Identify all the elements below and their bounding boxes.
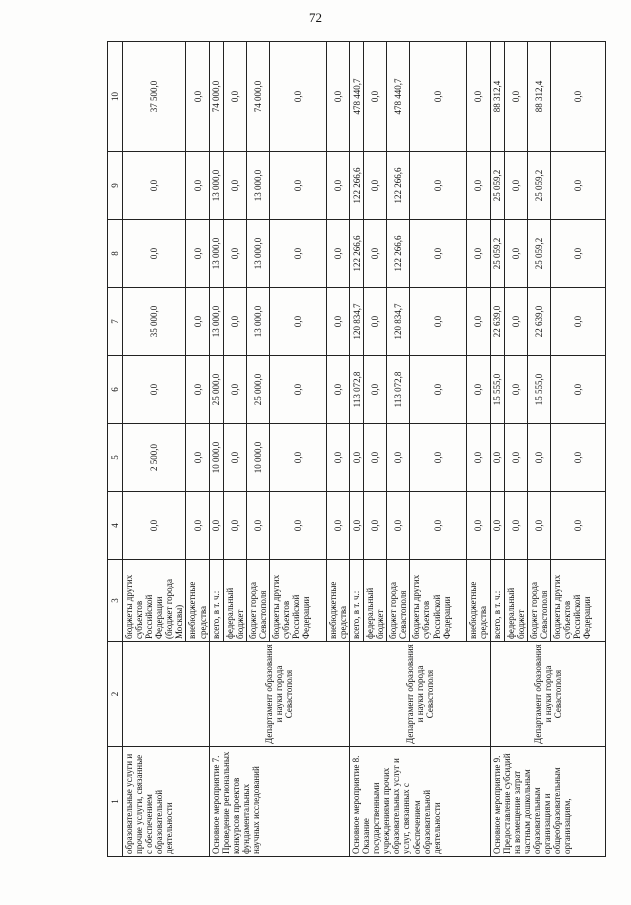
- header-cell: 1: [108, 747, 123, 857]
- amount-cell: 113 072,8: [350, 356, 364, 424]
- amount-cell: 478 440,7: [350, 42, 364, 152]
- measure-name: Основное мероприятие 9. Предоставление субсидий на возмещение затрат частным дошкольным образовательным организациям и общеобразовательным организациям,: [490, 747, 605, 857]
- amount-cell: 10 000,0: [246, 424, 269, 492]
- amount-cell: 0,0: [269, 220, 326, 288]
- amount-cell: 0,0: [410, 152, 467, 220]
- amount-cell: 0,0: [467, 288, 490, 356]
- amount-cell: 0,0: [123, 492, 186, 560]
- amount-cell: 0,0: [186, 42, 209, 152]
- amount-cell: 0,0: [504, 220, 527, 288]
- amount-cell: 37 500,0: [123, 42, 186, 152]
- amount-cell: 0,0: [223, 492, 246, 560]
- funding-source: всего, в т. ч.:: [490, 560, 504, 642]
- amount-cell: 0,0: [326, 220, 349, 288]
- amount-cell: 25 059,2: [490, 220, 504, 288]
- amount-cell: 0,0: [467, 42, 490, 152]
- amount-cell: 0,0: [123, 220, 186, 288]
- funding-source: федеральный бюджет: [364, 560, 387, 642]
- funding-source: бюджеты других субъектов Российской Федерации: [410, 560, 467, 642]
- amount-cell: 15 555,0: [527, 356, 550, 424]
- funding-source: всего, в т. ч.:: [209, 560, 223, 642]
- amount-cell: 0,0: [364, 288, 387, 356]
- budget-table: [107, 41, 606, 857]
- amount-cell: 0,0: [223, 424, 246, 492]
- header-cell: 6: [108, 356, 123, 424]
- amount-cell: 88 312,4: [490, 42, 504, 152]
- amount-cell: 120 834,7: [387, 288, 410, 356]
- amount-cell: 478 440,7: [387, 42, 410, 152]
- amount-cell: 0,0: [410, 492, 467, 560]
- amount-cell: 0,0: [326, 288, 349, 356]
- amount-cell: 10 000,0: [209, 424, 223, 492]
- funding-source: внебюджетные средства: [467, 560, 490, 642]
- amount-cell: 0,0: [550, 42, 605, 152]
- amount-cell: 0,0: [550, 356, 605, 424]
- header-row: [108, 42, 123, 857]
- amount-cell: 0,0: [186, 492, 209, 560]
- amount-cell: 0,0: [269, 152, 326, 220]
- header-cell: 10: [108, 42, 123, 152]
- amount-cell: 0,0: [364, 152, 387, 220]
- amount-cell: 0,0: [504, 424, 527, 492]
- header-cell: 5: [108, 424, 123, 492]
- measure-name: образовательные услуги и прочие услуги, связанные с обеспечением образовательной деятельности: [123, 747, 210, 857]
- measure-name: Основное мероприятие 7. Проведение региональных конкурсов проектов фундаментальных научных исследований: [209, 747, 349, 857]
- responsible-executor: Департамент образования и науки города Севастополя: [209, 642, 349, 747]
- table-row: [350, 42, 364, 857]
- amount-cell: 0,0: [223, 42, 246, 152]
- amount-cell: 0,0: [269, 288, 326, 356]
- amount-cell: 25 000,0: [246, 356, 269, 424]
- amount-cell: 0,0: [326, 152, 349, 220]
- amount-cell: 13 000,0: [209, 220, 223, 288]
- amount-cell: 0,0: [550, 152, 605, 220]
- amount-cell: 0,0: [269, 42, 326, 152]
- header-cell: 9: [108, 152, 123, 220]
- amount-cell: 0,0: [550, 288, 605, 356]
- amount-cell: 0,0: [364, 424, 387, 492]
- amount-cell: 0,0: [364, 492, 387, 560]
- amount-cell: 0,0: [223, 152, 246, 220]
- amount-cell: 25 059,2: [490, 152, 504, 220]
- amount-cell: 0,0: [350, 424, 364, 492]
- amount-cell: 22 639,0: [490, 288, 504, 356]
- amount-cell: 0,0: [467, 220, 490, 288]
- amount-cell: 0,0: [209, 492, 223, 560]
- amount-cell: 0,0: [504, 152, 527, 220]
- funding-source: бюджет города Севастополя: [246, 560, 269, 642]
- funding-source: федеральный бюджет: [504, 560, 527, 642]
- responsible-executor: Департамент образования и науки города Севастополя: [490, 642, 605, 747]
- amount-cell: 0,0: [364, 356, 387, 424]
- amount-cell: 122 266,6: [350, 220, 364, 288]
- table-row: [490, 42, 504, 857]
- amount-cell: 0,0: [490, 424, 504, 492]
- amount-cell: 22 639,0: [527, 288, 550, 356]
- amount-cell: 0,0: [527, 492, 550, 560]
- amount-cell: 2 500,0: [123, 424, 186, 492]
- amount-cell: 0,0: [186, 356, 209, 424]
- amount-cell: 0,0: [387, 424, 410, 492]
- amount-cell: 13 000,0: [246, 152, 269, 220]
- amount-cell: 15 555,0: [490, 356, 504, 424]
- funding-source: бюджет города Севастополя: [387, 560, 410, 642]
- table-row: [123, 42, 186, 857]
- amount-cell: 25 059,2: [527, 152, 550, 220]
- amount-cell: 113 072,8: [387, 356, 410, 424]
- header-cell: 4: [108, 492, 123, 560]
- funding-source: бюджет города Севастополя: [527, 560, 550, 642]
- amount-cell: 0,0: [467, 356, 490, 424]
- amount-cell: 25 059,2: [527, 220, 550, 288]
- amount-cell: 0,0: [550, 424, 605, 492]
- amount-cell: 0,0: [550, 492, 605, 560]
- amount-cell: 0,0: [364, 220, 387, 288]
- amount-cell: 0,0: [269, 356, 326, 424]
- amount-cell: 0,0: [410, 42, 467, 152]
- amount-cell: 35 000,0: [123, 288, 186, 356]
- amount-cell: 0,0: [410, 424, 467, 492]
- amount-cell: 74 000,0: [246, 42, 269, 152]
- header-cell: 2: [108, 642, 123, 747]
- amount-cell: 0,0: [246, 492, 269, 560]
- amount-cell: 0,0: [467, 492, 490, 560]
- funding-source: бюджеты других субъектов Российской Федерации: [550, 560, 605, 642]
- amount-cell: 0,0: [186, 220, 209, 288]
- amount-cell: 0,0: [504, 42, 527, 152]
- funding-source: всего, в т. ч.:: [350, 560, 364, 642]
- amount-cell: 0,0: [410, 356, 467, 424]
- amount-cell: 74 000,0: [209, 42, 223, 152]
- amount-cell: 122 266,6: [387, 220, 410, 288]
- page-number: 72: [309, 10, 322, 25]
- funding-source: внебюджетные средства: [186, 560, 209, 642]
- responsible-executor: Департамент образования и науки города Севастополя: [350, 642, 490, 747]
- amount-cell: 0,0: [186, 288, 209, 356]
- header-cell: 3: [108, 560, 123, 642]
- amount-cell: 0,0: [527, 424, 550, 492]
- responsible-executor: [123, 642, 210, 747]
- funding-source: бюджеты других субъектов Российской Федерации (бюджет города Москвы): [123, 560, 186, 642]
- amount-cell: 0,0: [223, 356, 246, 424]
- amount-cell: 0,0: [269, 492, 326, 560]
- amount-cell: 0,0: [504, 492, 527, 560]
- amount-cell: 0,0: [123, 152, 186, 220]
- amount-cell: 0,0: [326, 424, 349, 492]
- header-cell: 7: [108, 288, 123, 356]
- amount-cell: 0,0: [186, 424, 209, 492]
- amount-cell: 0,0: [123, 356, 186, 424]
- amount-cell: 25 000,0: [209, 356, 223, 424]
- header-cell: 8: [108, 220, 123, 288]
- amount-cell: 0,0: [467, 152, 490, 220]
- funding-source: внебюджетные средства: [326, 560, 349, 642]
- amount-cell: 0,0: [223, 220, 246, 288]
- amount-cell: 13 000,0: [246, 220, 269, 288]
- funding-source: федеральный бюджет: [223, 560, 246, 642]
- amount-cell: 0,0: [223, 288, 246, 356]
- amount-cell: 13 000,0: [246, 288, 269, 356]
- measure-name: Основное мероприятие 8. Оказание государственными учреждениями прочих образовательных услуг и услуг, связанных с обеспечением образовательной деятельности: [350, 747, 490, 857]
- amount-cell: 0,0: [269, 424, 326, 492]
- amount-cell: 0,0: [410, 220, 467, 288]
- amount-cell: 0,0: [326, 356, 349, 424]
- amount-cell: 0,0: [364, 42, 387, 152]
- amount-cell: 122 266,6: [350, 152, 364, 220]
- amount-cell: 13 000,0: [209, 152, 223, 220]
- amount-cell: 0,0: [504, 356, 527, 424]
- amount-cell: 0,0: [504, 288, 527, 356]
- amount-cell: 122 266,6: [387, 152, 410, 220]
- amount-cell: 0,0: [387, 492, 410, 560]
- amount-cell: 0,0: [186, 152, 209, 220]
- amount-cell: 0,0: [326, 492, 349, 560]
- amount-cell: 13 000,0: [209, 288, 223, 356]
- table-row: [209, 42, 223, 857]
- amount-cell: 120 834,7: [350, 288, 364, 356]
- amount-cell: 88 312,4: [527, 42, 550, 152]
- rotated-table-container: [107, 42, 593, 857]
- amount-cell: 0,0: [490, 492, 504, 560]
- amount-cell: 0,0: [410, 288, 467, 356]
- amount-cell: 0,0: [326, 42, 349, 152]
- amount-cell: 0,0: [467, 424, 490, 492]
- amount-cell: 0,0: [550, 220, 605, 288]
- funding-source: бюджеты других субъектов Российской Федерации: [269, 560, 326, 642]
- amount-cell: 0,0: [350, 492, 364, 560]
